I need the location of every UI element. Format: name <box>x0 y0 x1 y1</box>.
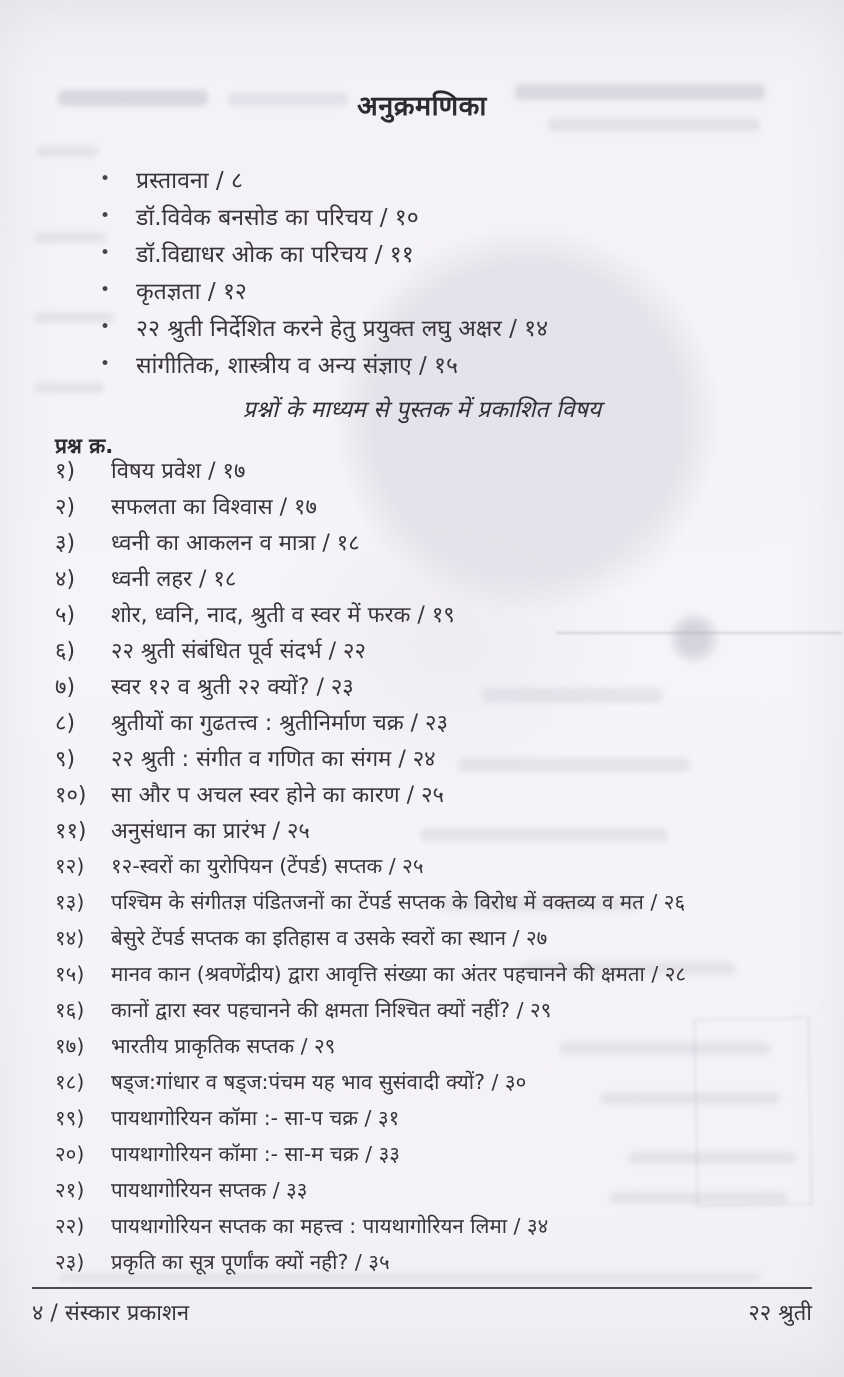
question-text: कानों द्वारा स्वर पहचानने की क्षमता निश्चित क्यों नहीं? / २९ <box>111 998 552 1022</box>
question-number: ४) <box>55 567 76 592</box>
page-title: अनुक्रमणिका <box>357 91 487 122</box>
question-item <box>55 488 836 524</box>
question-number: ३) <box>55 531 76 556</box>
question-item <box>55 668 836 704</box>
question-text: पायथागोरियन सप्तक का महत्त्व : पायथागोरियन लिमा / ३४ <box>111 1214 549 1238</box>
question-number: १५) <box>55 962 85 986</box>
front-matter-text: २२ श्रुती निर्देशित करने हेतु प्रयुक्त लघु अक्षर / १४ <box>136 315 549 342</box>
question-item <box>55 704 836 740</box>
question-item <box>55 740 836 776</box>
question-text: ध्वनी लहर / १८ <box>111 567 237 592</box>
question-item <box>55 632 836 668</box>
front-matter-item <box>100 160 824 197</box>
question-item <box>55 1100 836 1136</box>
front-matter-item <box>100 345 824 382</box>
bullet-icon: • <box>100 168 111 189</box>
question-item <box>55 776 836 812</box>
footer-book-title: २२ श्रुती <box>748 1301 812 1326</box>
question-text: बेसुरे टेंपर्ड सप्तक का इतिहास व उसके स्वरों का स्थान / २७ <box>111 926 548 950</box>
question-item <box>55 1244 836 1280</box>
question-text: शोर, ध्वनि, नाद, श्रुती व स्वर में फरक / १९ <box>111 603 455 628</box>
question-text: १२-स्वरों का युरोपियन (टेंपर्ड) सप्तक / २५ <box>111 854 424 878</box>
question-number: १) <box>55 459 76 484</box>
question-text: ध्वनी का आकलन व मात्रा / १८ <box>111 531 360 556</box>
question-text: पायथागोरियन कॉमा :- सा-प चक्र / ३१ <box>111 1106 400 1130</box>
question-text: प्रकृति का सूत्र पूर्णांक क्यों नही? / ३५ <box>111 1250 390 1274</box>
question-number: ९) <box>55 747 76 772</box>
question-number-label: प्रश्न क्र. <box>55 434 114 458</box>
question-text: पायथागोरियन कॉमा :- सा-म चक्र / ३३ <box>111 1142 400 1166</box>
question-text: सा और प अचल स्वर होने का कारण / २५ <box>111 783 444 808</box>
question-text: भारतीय प्राकृतिक सप्तक / २९ <box>111 1034 336 1058</box>
question-text: सफलता का विश्वास / १७ <box>111 495 317 520</box>
question-text: मानव कान (श्रवणेंद्रीय) द्वारा आवृत्ति संख्या का अंतर पहचानने की क्षमता / २८ <box>111 962 687 986</box>
question-item <box>55 920 836 956</box>
bullet-icon: • <box>100 316 111 337</box>
question-number: १२) <box>55 854 85 878</box>
front-matter-text: प्रस्तावना / ८ <box>136 167 243 194</box>
section-subtitle: प्रश्नों के माध्यम से पुस्तक में प्रकाशित विषय <box>242 397 602 423</box>
front-matter-item <box>100 308 824 345</box>
question-number: २०) <box>55 1142 85 1166</box>
question-item <box>55 596 836 632</box>
bullet-icon: • <box>100 205 111 226</box>
front-matter-item <box>100 197 824 234</box>
question-item <box>55 884 836 920</box>
question-number: १९) <box>55 1106 85 1130</box>
bullet-icon: • <box>100 353 111 374</box>
question-text: अनुसंधान का प्रारंभ / २५ <box>111 819 310 844</box>
question-text: षड्ज:गांधार व षड्ज:पंचम यह भाव सुसंवादी क्यों? / ३० <box>111 1070 527 1094</box>
question-text: पश्चिम के संगीतज्ञ पंडितजनों का टेंपर्ड सप्तक के विरोध में वक्तव्य व मत / २६ <box>111 890 686 914</box>
footer-publisher: ४ / संस्कार प्रकाशन <box>32 1301 190 1326</box>
question-number: १८) <box>55 1070 85 1094</box>
question-number: २१) <box>55 1178 85 1202</box>
front-matter-list <box>100 160 824 382</box>
bullet-icon: • <box>100 279 111 300</box>
question-number: ५) <box>55 603 76 628</box>
question-text: पायथागोरियन सप्तक / ३३ <box>111 1178 308 1202</box>
question-item <box>55 1208 836 1244</box>
question-number: ७) <box>55 675 76 700</box>
question-item <box>55 524 836 560</box>
front-matter-text: कृतज्ञता / १२ <box>136 278 247 305</box>
question-item <box>55 1172 836 1208</box>
footer-rule <box>32 1287 812 1289</box>
bleedthrough-smudge <box>34 232 106 243</box>
question-number: ६) <box>55 639 76 664</box>
front-matter-text: सांगीतिक, शास्त्रीय व अन्य संज्ञाए / १५ <box>136 352 458 379</box>
question-text: २२ श्रुती : संगीत व गणित का संगम / २४ <box>111 747 436 772</box>
question-item <box>55 1028 836 1064</box>
question-item <box>55 452 836 488</box>
question-number: १४) <box>55 926 85 950</box>
question-item <box>55 956 836 992</box>
bleedthrough-smudge <box>36 146 98 157</box>
question-item <box>55 992 836 1028</box>
question-text: विषय प्रवेश / १७ <box>111 459 246 484</box>
questions-list <box>55 452 836 1280</box>
question-number: १०) <box>55 783 87 808</box>
question-number: ११) <box>55 819 87 844</box>
question-number: २३) <box>55 1250 85 1274</box>
question-number: २) <box>55 495 76 520</box>
question-number: १७) <box>55 1034 85 1058</box>
question-text: श्रुतीयों का गुढतत्त्व : श्रुतीनिर्माण चक्र / २३ <box>111 711 448 736</box>
bullet-icon: • <box>100 242 111 263</box>
front-matter-item <box>100 234 824 271</box>
question-item <box>55 848 836 884</box>
question-item <box>55 560 836 596</box>
question-item <box>55 1064 836 1100</box>
question-text: स्वर १२ व श्रुती २२ क्यों? / २३ <box>111 675 354 700</box>
question-item <box>55 812 836 848</box>
question-number: ८) <box>55 711 76 736</box>
question-item <box>55 1136 836 1172</box>
question-number: १६) <box>55 998 85 1022</box>
question-number: १३) <box>55 890 85 914</box>
front-matter-item <box>100 271 824 308</box>
front-matter-text: डॉ.विद्याधर ओक का परिचय / ११ <box>136 241 414 268</box>
question-number: २२) <box>55 1214 85 1238</box>
question-text: २२ श्रुती संबंधित पूर्व संदर्भ / २२ <box>111 639 366 664</box>
front-matter-text: डॉ.विवेक बनसोड का परिचय / १० <box>136 204 419 231</box>
